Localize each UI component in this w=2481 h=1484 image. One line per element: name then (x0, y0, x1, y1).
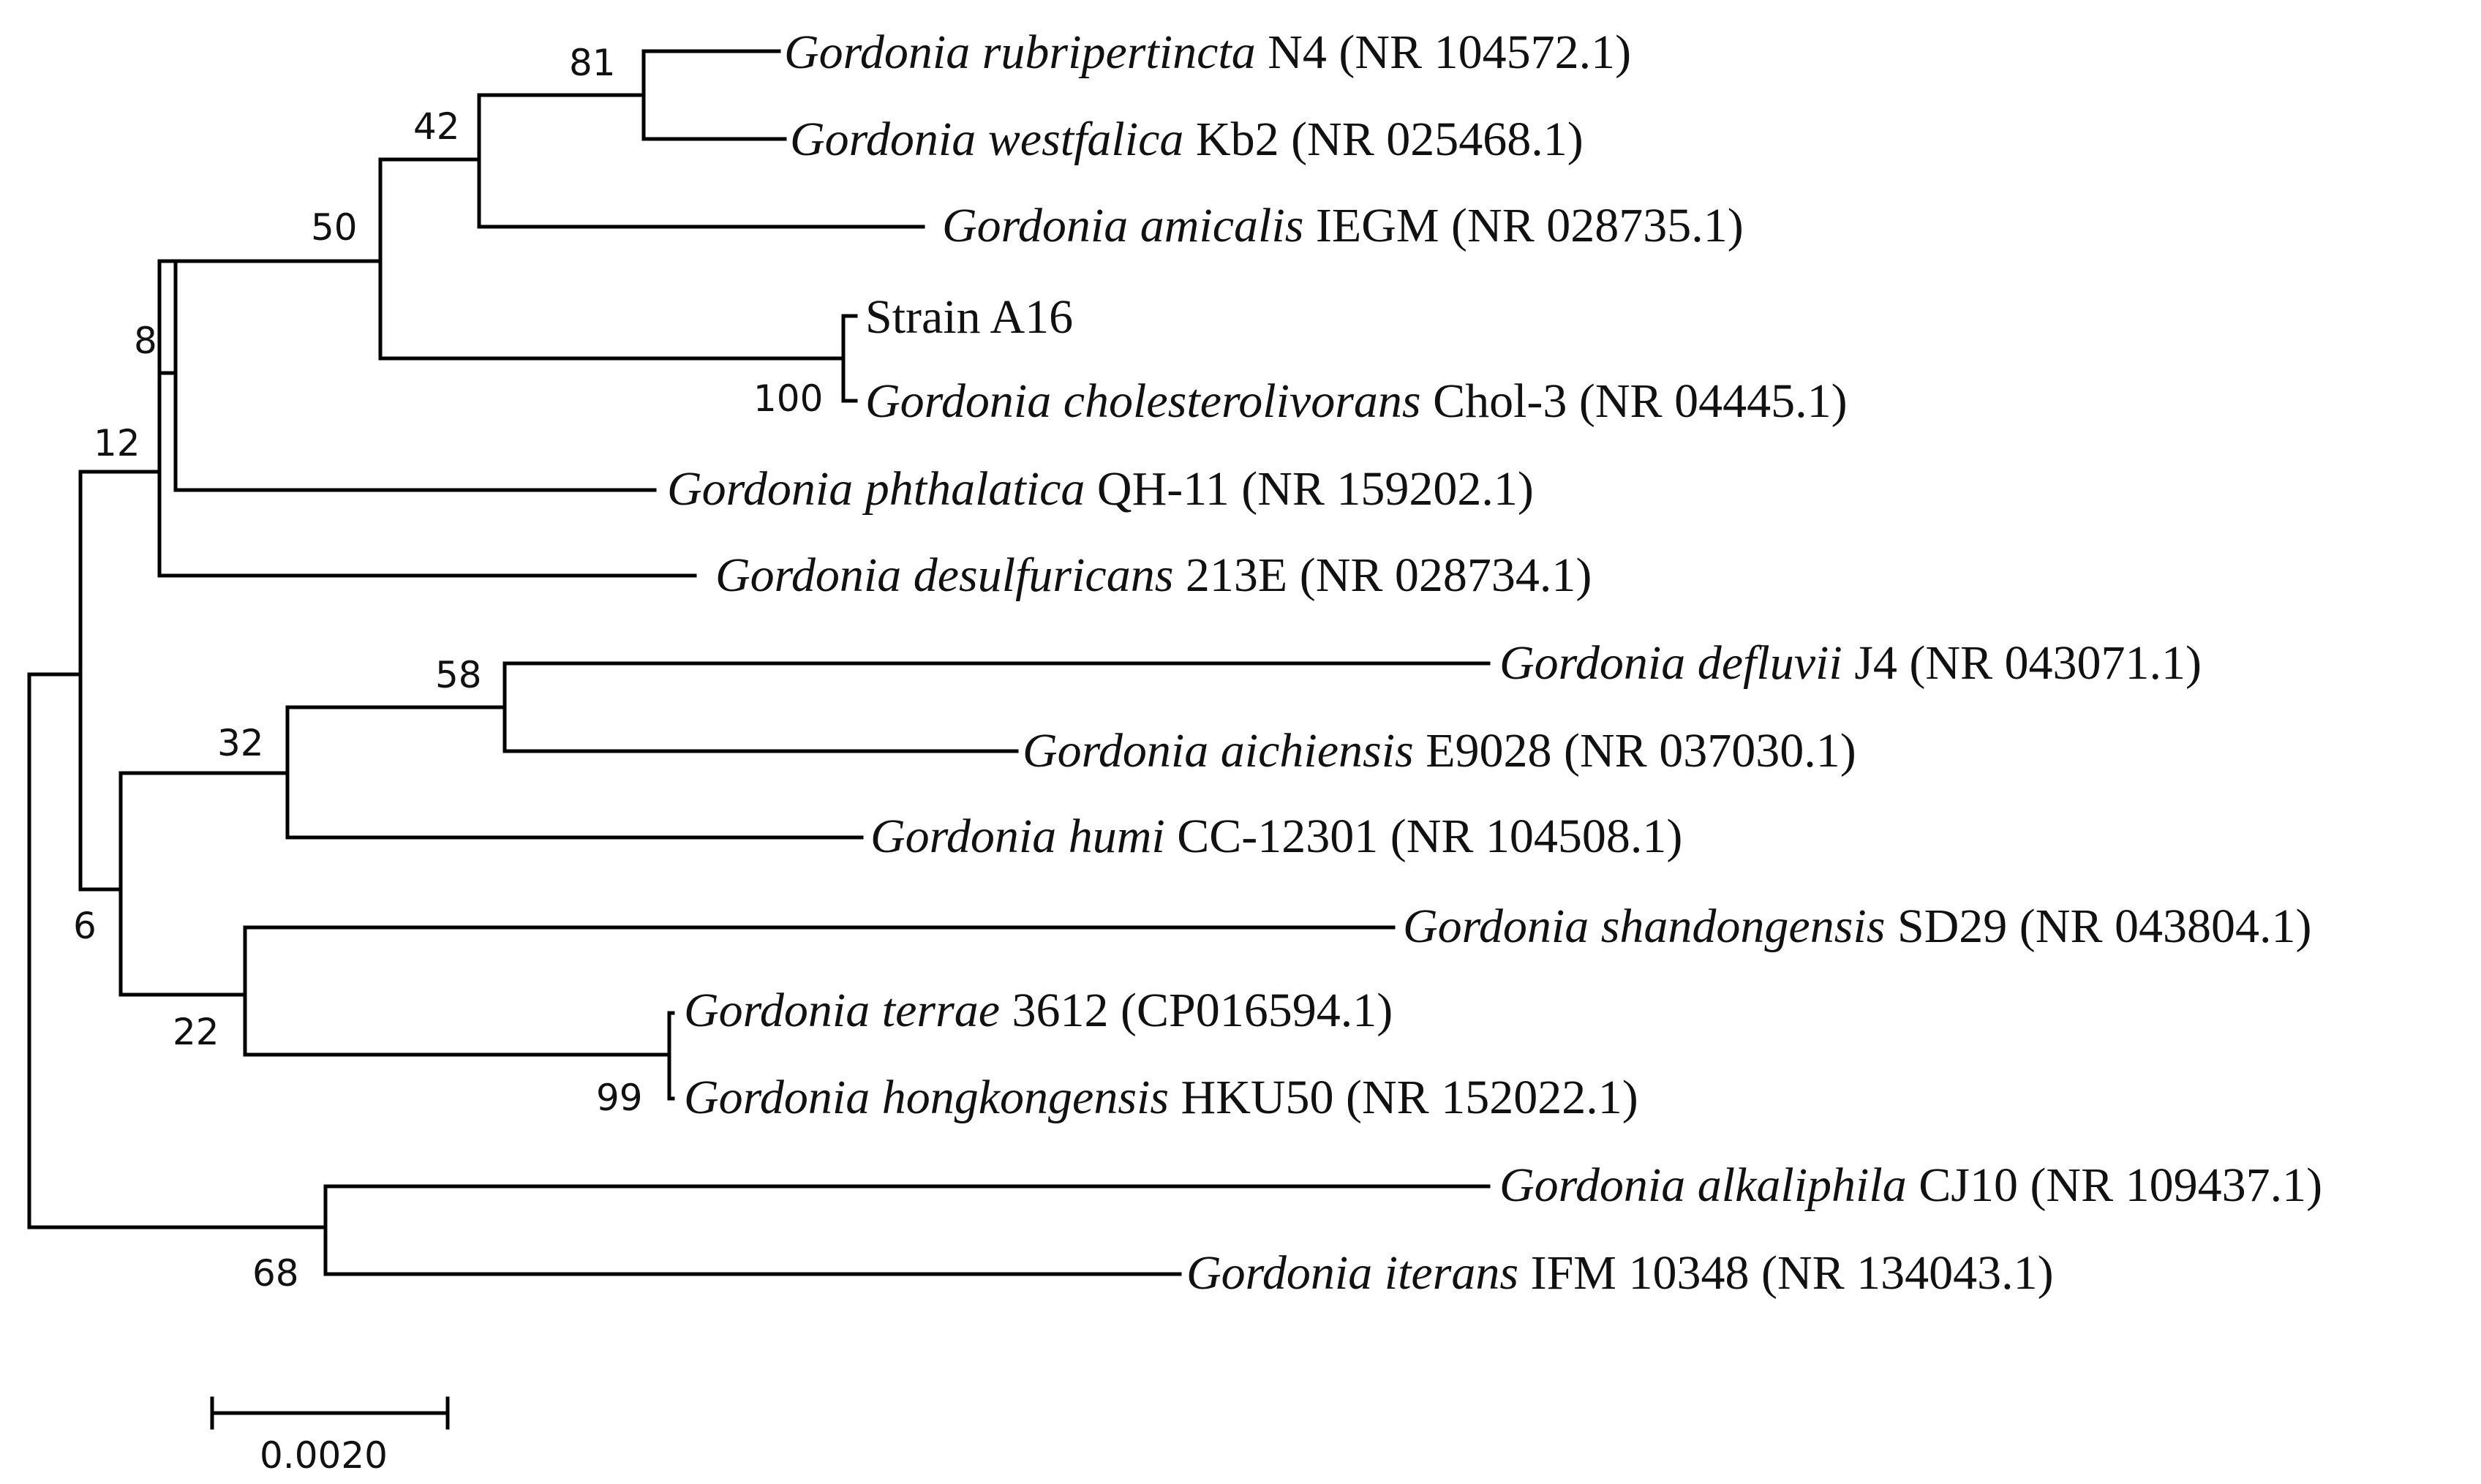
branch-node-32 (287, 707, 862, 837)
bootstrap-81: 81 (569, 42, 616, 84)
taxon-iterans: Gordonia iterans IFM 10348 (NR 134043.1) (1186, 1246, 2054, 1300)
bootstrap-68: 68 (252, 1252, 299, 1295)
taxon-terrae: Gordonia terrae 3612 (CP016594.1) (684, 984, 1393, 1037)
scale-bar (212, 1398, 448, 1477)
taxon-humi: Gordonia humi CC-12301 (NR 104508.1) (870, 810, 1683, 863)
bootstrap-12: 12 (94, 422, 140, 464)
bootstrap-22: 22 (173, 1011, 219, 1053)
taxon-aichiensis: Gordonia aichiensis E9028 (NR 037030.1) (1023, 724, 1856, 777)
bootstrap-6: 6 (73, 905, 97, 947)
scale-bar-label: 0.0020 (260, 1434, 388, 1477)
bootstrap-58: 58 (435, 654, 482, 696)
bootstrap-42: 42 (413, 105, 460, 148)
taxon-alkaliphila: Gordonia alkaliphila CJ10 (NR 109437.1) (1499, 1159, 2323, 1212)
branch-node-8b (176, 261, 655, 490)
branch-node-6 (121, 773, 287, 995)
bootstrap-99: 99 (596, 1077, 643, 1119)
root-branch (29, 674, 325, 1227)
taxon-hongkongensis: Gordonia hongkongensis HKU50 (NR 152022.1) (684, 1071, 1638, 1124)
taxon-shandongensis: Gordonia shandongensis SD29 (NR 043804.1) (1403, 900, 2312, 953)
taxon-strain-a16: Strain A16 (865, 290, 1074, 344)
branch-node-50 (380, 159, 843, 358)
bootstrap-32: 32 (217, 722, 264, 764)
branch-node-100 (843, 316, 856, 401)
taxon-phthalatica: Gordonia phthalatica QH-11 (NR 159202.1) (667, 462, 1534, 516)
scale-bar-line (212, 1398, 448, 1428)
bootstrap-8: 8 (134, 320, 157, 362)
branch-node-99 (669, 1013, 673, 1099)
branch-node-8 (159, 261, 695, 576)
taxon-defluvii: Gordonia defluvii J4 (NR 043071.1) (1499, 636, 2202, 690)
taxon-rubripertincta: Gordonia rubripertincta N4 (NR 104572.1) (784, 26, 1632, 79)
taxon-cholesterolivorans: Gordonia cholesterolivorans Chol-3 (NR 04445.1) (865, 374, 1848, 428)
taxon-westfalica: Gordonia westfalica Kb2 (NR 025468.1) (790, 113, 1584, 166)
taxon-amicalis: Gordonia amicalis IEGM (NR 028735.1) (942, 199, 1744, 252)
bootstrap-100: 100 (753, 377, 824, 420)
bootstrap-50: 50 (311, 206, 358, 249)
branch-node-81 (644, 51, 785, 139)
taxon-desulfuricans: Gordonia desulfuricans 213E (NR 028734.1) (715, 549, 1592, 602)
